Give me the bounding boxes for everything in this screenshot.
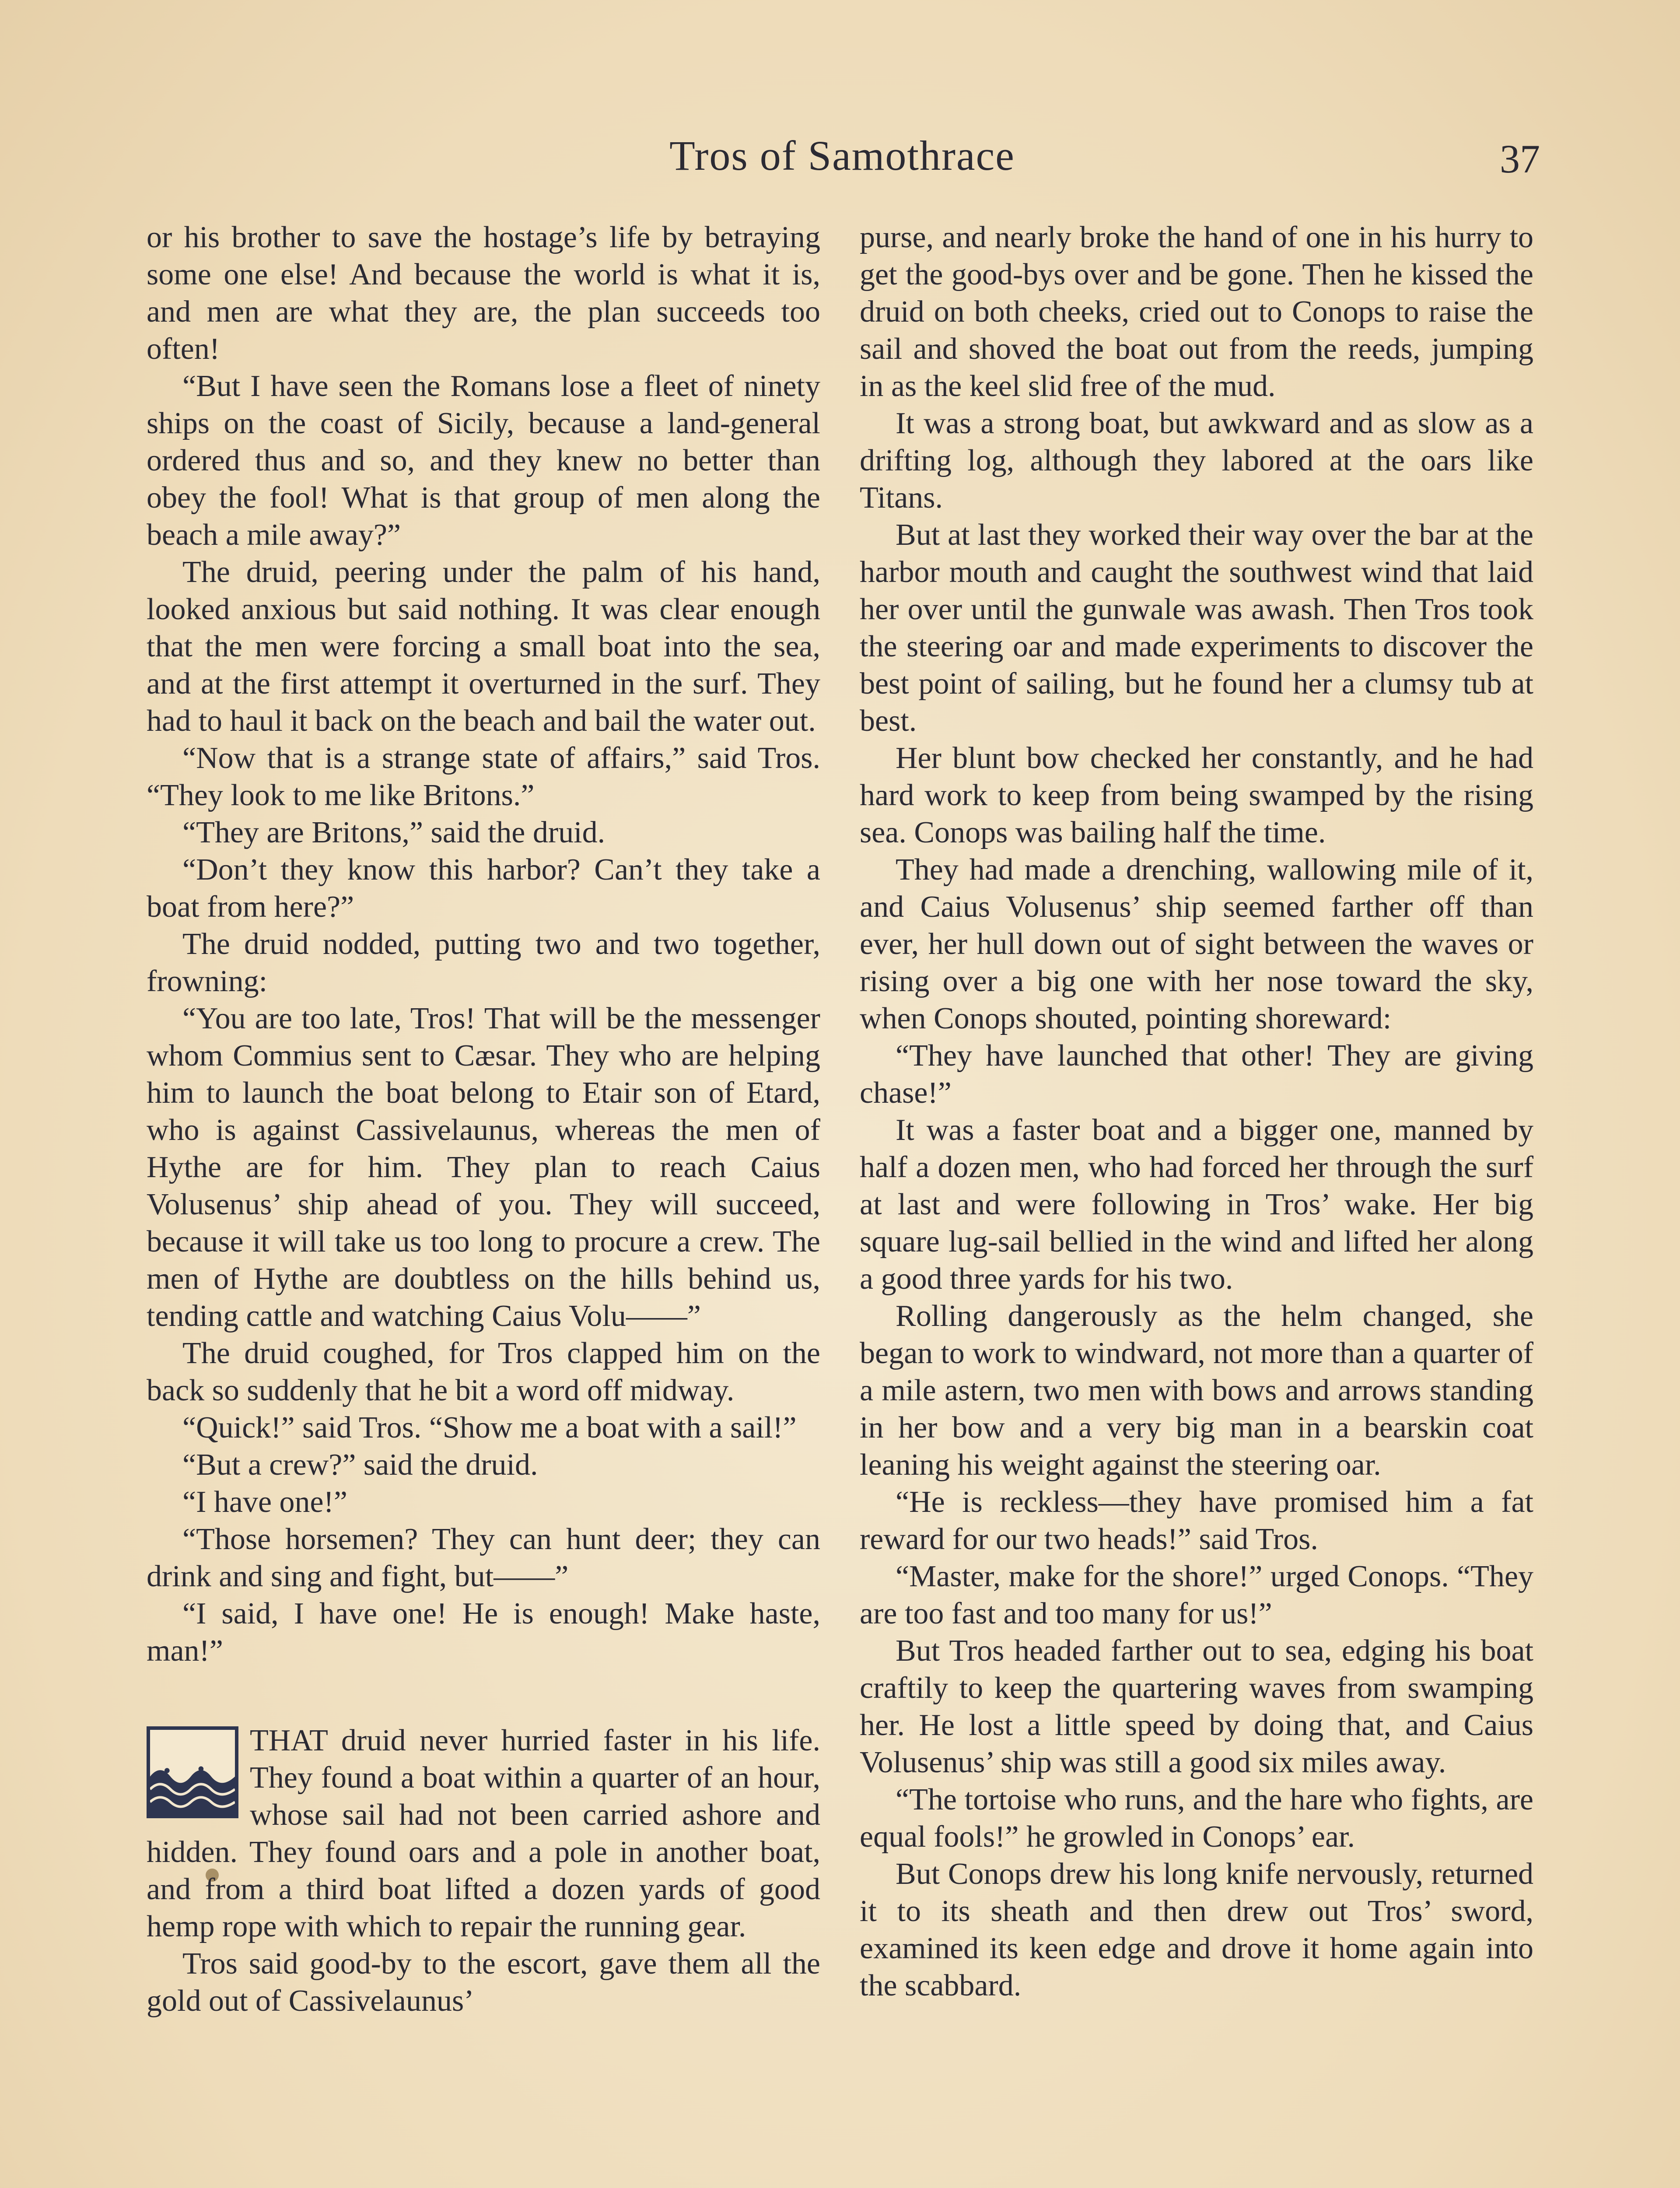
right-column: [860, 219, 1533, 2004]
paragraph: It was a faster boat and a bigger one, manned by half a dozen men, who had forced her through the surf at last and were following in Tros’ wake. Her big square lug-sail bellied in the wind and lifted her along a good three yards for his two.: [860, 1113, 1533, 1296]
paragraph: “Now that is a strange state of affairs,” said Tros. “They look to me like Britons.”: [147, 741, 820, 812]
wave-ornament-icon: [147, 1726, 238, 1818]
paragraph: “I said, I have one! He is enough! Make haste, man!”: [147, 1597, 820, 1668]
paragraph: “But a crew?” said the druid.: [182, 1448, 538, 1482]
paragraph: “The tortoise who runs, and the hare who fights, are equal fools!” he growled in Conops’ ear.: [860, 1783, 1533, 1854]
page-number: 37: [1500, 137, 1540, 181]
left-column: [147, 219, 820, 2020]
paragraph: “Quick!” said Tros. “Show me a boat with a sail!”: [182, 1411, 797, 1445]
paragraph: “Master, make for the shore!” urged Conops. “They are too fast and too many for us!”: [860, 1560, 1533, 1630]
left-end-paragraphs: [147, 1945, 820, 2020]
dropcap-paragraph-text: THAT druid never hurried faster in his life. They found a boat within a quarter of an hour, whose sail had not been carried ashore and hidden. They found oars and a pole in another boat, and from a third boat lifted a dozen yards of good hemp rope with which to repair the running gear.: [147, 1724, 820, 1943]
paragraph: Tros said good-by to the escort, gave them all the gold out of Cassivelaunus’: [147, 1947, 820, 2018]
paragraph: purse, and nearly broke the hand of one in his hurry to get the good-bys over and be gone. Then he kissed the druid on both cheeks, cried out to Conops to raise the sail and shoved the boat out from the reeds, jumping in as the keel slid free of the mud.: [860, 221, 1533, 403]
running-title: Tros of Samothrace: [669, 132, 1015, 179]
section-break: [147, 1669, 820, 1722]
paragraph: “I have one!”: [182, 1485, 347, 1519]
paragraph: or his brother to save the hostage’s life by betraying some one else! And because the world is what it is, and men are what they are, the plan succeeds too often!: [147, 221, 820, 366]
left-paragraphs: [147, 219, 820, 1669]
paragraph: Her blunt bow checked her constantly, and he had hard work to keep from being swamped by the rising sea. Conops was bailing half the time.: [860, 741, 1533, 849]
paragraph: “They are Britons,” said the druid.: [182, 816, 606, 849]
paragraph: But Tros headed farther out to sea, edging his boat craftily to keep the quartering waves from swamping her. He lost a little speed by doing that, and Caius Volusenus’ ship was still a good six miles away.: [860, 1634, 1533, 1779]
paragraph: It was a strong boat, but awkward and as slow as a drifting log, although they labored at the oars like Titans.: [860, 407, 1533, 515]
paragraph: But at last they worked their way over the bar at the harbor mouth and caught the southwest wind that laid her over until the gunwale was awash. Then Tros took the steering oar and made experiments to discover the best point of sailing, but he found her a clumsy tub at best.: [860, 518, 1533, 738]
paragraph: They had made a drenching, wallowing mile of it, and Caius Volusenus’ ship seemed farther off than ever, her hull down out of sight between the waves or rising over a big one with her nose toward the sky, when Conops shouted, pointing shoreward:: [860, 853, 1533, 1035]
paragraph: The druid nodded, putting two and two together, frowning:: [147, 927, 820, 998]
paragraph: “He is reckless—they have promised him a fat reward for our two heads!” said Tros.: [860, 1485, 1533, 1556]
page-header: [144, 131, 1540, 184]
paragraph: “But I have seen the Romans lose a fleet of ninety ships on the coast of Sicily, because a land-general ordered thus and so, and they knew no better than obey the fool! What is that group of men along the beach a mile away?”: [147, 369, 820, 552]
paragraph: But Conops drew his long knife nervously, returned it to its sheath and then drew out Tros’ sword, examined its keen edge and drove it home again into the scabbard.: [860, 1857, 1533, 2002]
paragraph: Rolling dangerously as the helm changed, she began to work to windward, not more than a quarter of a mile astern, two men with bows and arrows standing in her bow and a very big man in a bearskin coat leaning his weight against the steering oar.: [860, 1299, 1533, 1482]
right-paragraphs: [860, 219, 1533, 2004]
paragraph: “They have launched that other! They are giving chase!”: [860, 1039, 1533, 1110]
paragraph: The druid coughed, for Tros clapped him on the back so suddenly that he bit a word off midway.: [147, 1336, 820, 1407]
paragraph: The druid, peering under the palm of his hand, looked anxious but said nothing. It was clear enough that the men were forcing a small boat into the sea, and at the first attempt it overturned in the surf. They had to haul it back on the beach and bail the water out.: [147, 555, 820, 738]
paragraph: “You are too late, Tros! That will be the messenger whom Commius sent to Cæsar. They who are helping him to launch the boat belong to Etair son of Etard, who is against Cassivelaunus, whereas the men of Hythe are for him. They plan to reach Caius Volusenus’ ship ahead of you. They will succeed, because it will take us too long to procure a crew. The men of Hythe are doubtless on the hills behind us, tending cattle and watching Caius Volu——”: [147, 1002, 820, 1333]
dropcap-paragraph: [147, 1722, 820, 1945]
paragraph: “Don’t they know this harbor? Can’t they take a boat from here?”: [147, 853, 820, 924]
paragraph: “Those horsemen? They can hunt deer; they can drink and sing and fight, but——”: [147, 1522, 820, 1593]
